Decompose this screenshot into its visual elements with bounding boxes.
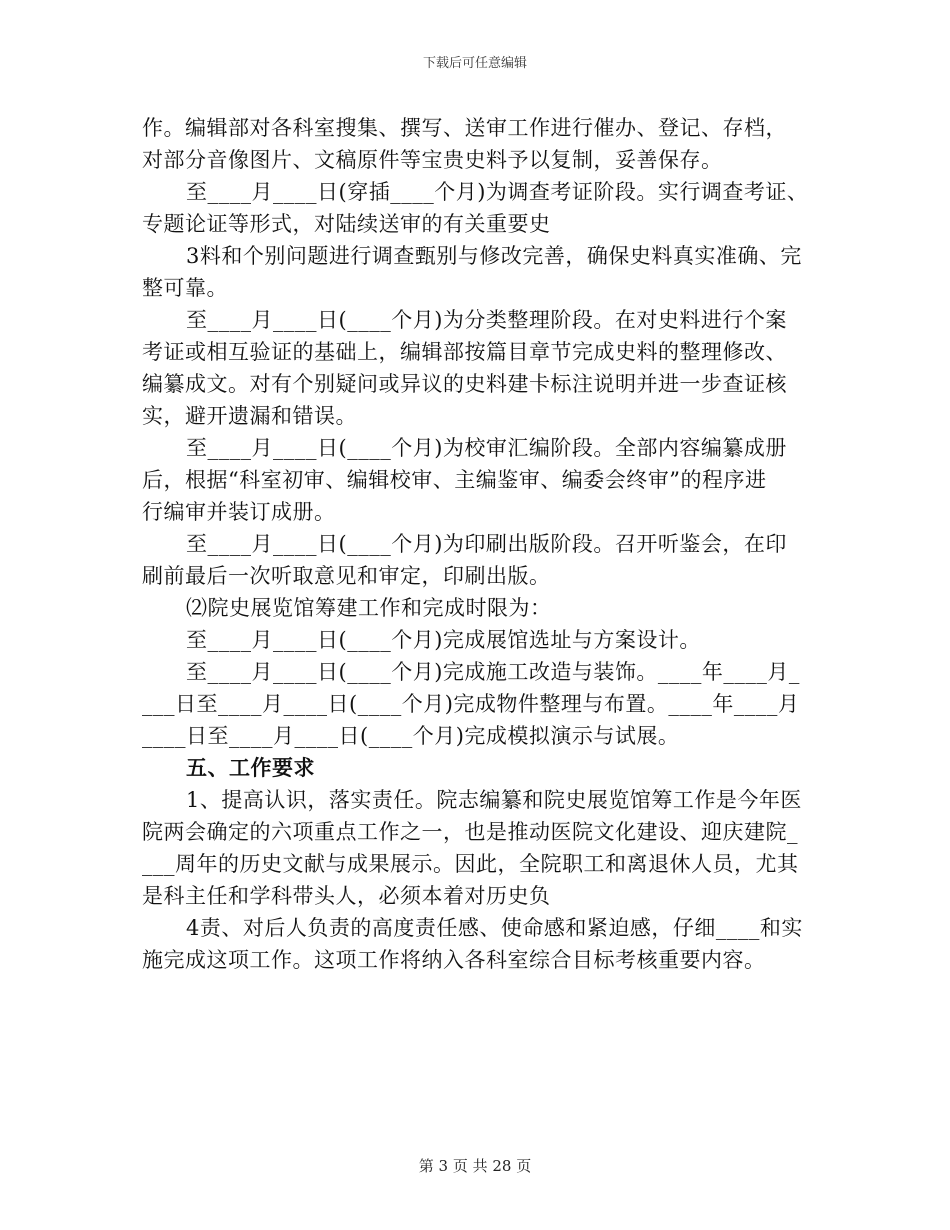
body-line: 至____月____日(____个月)为印刷出版阶段。召开听鉴会，在印 <box>186 532 787 556</box>
body-line: 至____月____日(____个月)完成施工改造与装饰。____年____月_ <box>186 660 800 684</box>
page-footer: 第 3 页 共 28 页 <box>418 1157 532 1175</box>
body-line: 3料和个别问题进行调查甄别与修改完善，确保史料真实准确、完 <box>186 244 802 268</box>
body-line: 至____月____日(穿插____个月)为调查考证阶段。实行调查考证、 <box>186 180 809 204</box>
body-line: 4责、对后人负责的高度责任感、使命感和紧迫感，仔细____和实 <box>186 916 803 940</box>
body-line: ____日至____月____日(____个月)完成模拟演示与试展。 <box>142 724 680 748</box>
body-line: 后，根据“科室初审、编辑校审、主编鉴审、编委会终审”的程序进 <box>142 468 767 492</box>
body-line: 施完成这项工作。这项工作将纳入各科室综合目标考核重要内容。 <box>142 948 766 972</box>
body-line: 刷前最后一次听取意见和审定，印刷出版。 <box>142 564 551 588</box>
body-line: 作。编辑部对各科室搜集、撰写、送审工作进行催办、登记、存档， <box>142 116 787 140</box>
body-line: 至____月____日(____个月)为分类整理阶段。在对史料进行个案 <box>186 308 787 332</box>
body-line: 至____月____日(____个月)为校审汇编阶段。全部内容编纂成册 <box>186 436 787 460</box>
body-line: 编纂成文。对有个别疑问或异议的史料建卡标注说明并进一步查证核 <box>142 372 787 396</box>
document-body <box>142 112 814 976</box>
body-line: 实，避开遗漏和错误。 <box>142 404 357 428</box>
body-line: 专题论证等形式，对陆续送审的有关重要史 <box>142 212 551 236</box>
body-line: 考证或相互验证的基础上，编辑部按篇目章节完成史料的整理修改、 <box>142 340 787 364</box>
body-line: ⑵院史展览馆筹建工作和完成时限为： <box>186 596 552 620</box>
section-heading: 五、工作要求 <box>186 755 315 780</box>
body-line: 是科主任和学科带头人，必须本着对历史负 <box>142 884 551 908</box>
body-line: 整可靠。 <box>142 276 228 300</box>
body-line: 院两会确定的六项重点工作之一，也是推动医院文化建设、迎庆建院_ <box>142 820 798 844</box>
body-line: ___周年的历史文献与成果展示。因此，全院职工和离退休人员，尤其 <box>142 852 799 876</box>
body-line: 至____月____日(____个月)完成展馆选址与方案设计。 <box>186 628 701 652</box>
body-line: ___日至____月____日(____个月)完成物件整理与布置。____年____月 <box>142 692 800 716</box>
page-header: 下载后可任意编辑 <box>422 56 527 71</box>
body-line: 行编审并装订成册。 <box>142 500 336 524</box>
body-line: 对部分音像图片、文稿原件等宝贵史料予以复制，妥善保存。 <box>142 148 723 172</box>
body-line: 1、提高认识，落实责任。院志编纂和院史展览馆筹工作是今年医 <box>186 788 802 812</box>
